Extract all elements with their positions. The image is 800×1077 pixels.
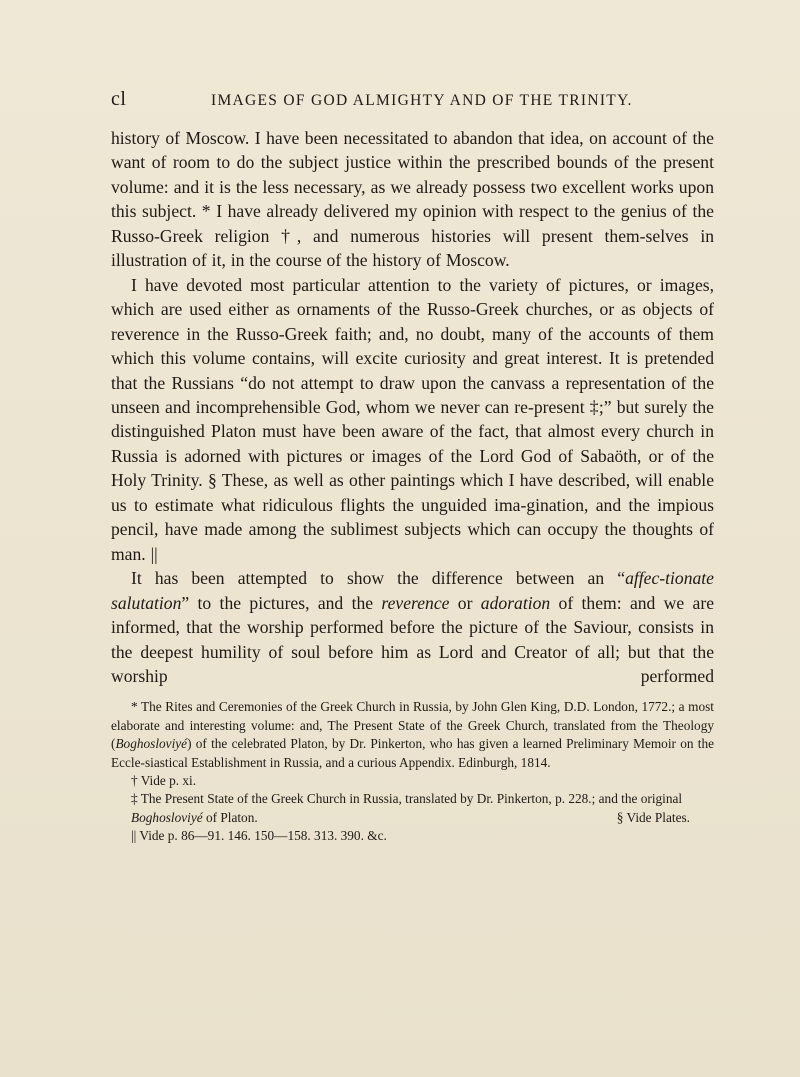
running-title: IMAGES OF GOD ALMIGHTY AND OF THE TRINITY. bbox=[211, 92, 633, 109]
emphasis: adoration bbox=[480, 592, 551, 613]
text-run: I have devoted most particular attention to the variety of pictures, or images, which are used either as ornaments of the Russo-Greek churches, or as objects of reverence in the Russo-Greek faith; and, no doubt, many of the accounts of them which this volume contains, will excite curiosity and great interest. It is pretended that the Russians “do not attempt to draw upon the canvass a representation of the unseen and incomprehensible God, whom we never can re-present bbox=[111, 274, 714, 417]
footnote-section: § Vide Plates. bbox=[616, 809, 690, 825]
body-text bbox=[111, 126, 714, 688]
footnote-parallel: || Vide p. 86—91. 146. 150—158. 313. 390. &c. bbox=[131, 828, 387, 844]
paragraph-1 bbox=[111, 126, 714, 273]
footnote-double-dagger bbox=[111, 790, 714, 808]
text-run: I have already delivered my opinion with respect to the genius of the Russo-Greek religion bbox=[111, 201, 714, 246]
paragraph-2 bbox=[111, 273, 714, 566]
text-run: of them: and we are informed, that the worship performed before the picture of the Saviour, consists in the deepest humility of soul before him as Lord and Creator of all; but that the worship performed bbox=[111, 592, 715, 686]
text-run: , and numerous histories will present them-selves in illustration of it, in the course of the history of Moscow. bbox=[111, 225, 715, 271]
footnotes bbox=[111, 698, 714, 845]
text-run: ) of the celebrated Platon, by Dr. Pinkerton, who has given a learned Preliminary Memoir on the Eccle-siastical Establishment in Russia, and a curious Appendix. Edinburgh, 1814. bbox=[111, 736, 714, 770]
text-run: * The Rites and Ceremonies of the Greek Church in Russia, by John Glen King, D.D. London, 1772.; a most elaborate and interesting volume: and, The Present State of the Greek Church, translated from the Theology ( bbox=[111, 699, 714, 752]
footnote-ref-section: § bbox=[208, 470, 217, 491]
text-run: ;” but surely the distinguished Platon must have been aware of the fact, that almost every church in Russia is adorned with pictures or images of the Lord God of Sabaöth, or of the Holy Trinity. bbox=[111, 396, 714, 491]
footnote-ref-star: * bbox=[196, 201, 217, 222]
text-run: ‡ The Present State of the Greek Church in Russia, translated by Dr. Pinkerton, p. 228.; and the original bbox=[131, 791, 683, 807]
emphasis: Boghosloviyé bbox=[131, 809, 203, 825]
emphasis: Boghosloviyé bbox=[115, 736, 188, 752]
footnote-ref-parallel: || bbox=[150, 543, 158, 564]
footnote-dagger: † Vide p. xi. bbox=[131, 773, 197, 789]
text-run: It has been attempted to show the difference between an “ bbox=[131, 568, 626, 589]
running-head bbox=[111, 88, 714, 112]
footnote-double-dagger-cont bbox=[111, 809, 714, 827]
emphasis: affec-tionate salutation bbox=[111, 568, 714, 613]
text-run: history of Moscow. I have been necessitated to abandon that idea, on account of the want of room to do the subject justice within the prescribed bounds of the present volume: and it is the less necessary, as we already possess two excellent works upon this subject. bbox=[111, 128, 714, 222]
text-run: of Platon. bbox=[202, 809, 258, 825]
page-number: cl bbox=[111, 88, 127, 110]
text-run: These, as well as other paintings which I have described, will enable us to estimate what ridiculous flights the unguided ima-gination, and the impious pencil, have made among the sublimest subjects which can occupy the thoughts of man. bbox=[111, 470, 714, 564]
paragraph-3 bbox=[111, 566, 714, 688]
text-run: or bbox=[449, 592, 481, 613]
emphasis: reverence bbox=[381, 592, 450, 613]
footnote-ref-double-dagger: ‡ bbox=[589, 396, 599, 417]
text-run: ” to the pictures, and the bbox=[181, 592, 382, 613]
footnote-star bbox=[111, 698, 714, 772]
footnote-ref-dagger: † bbox=[281, 225, 297, 246]
